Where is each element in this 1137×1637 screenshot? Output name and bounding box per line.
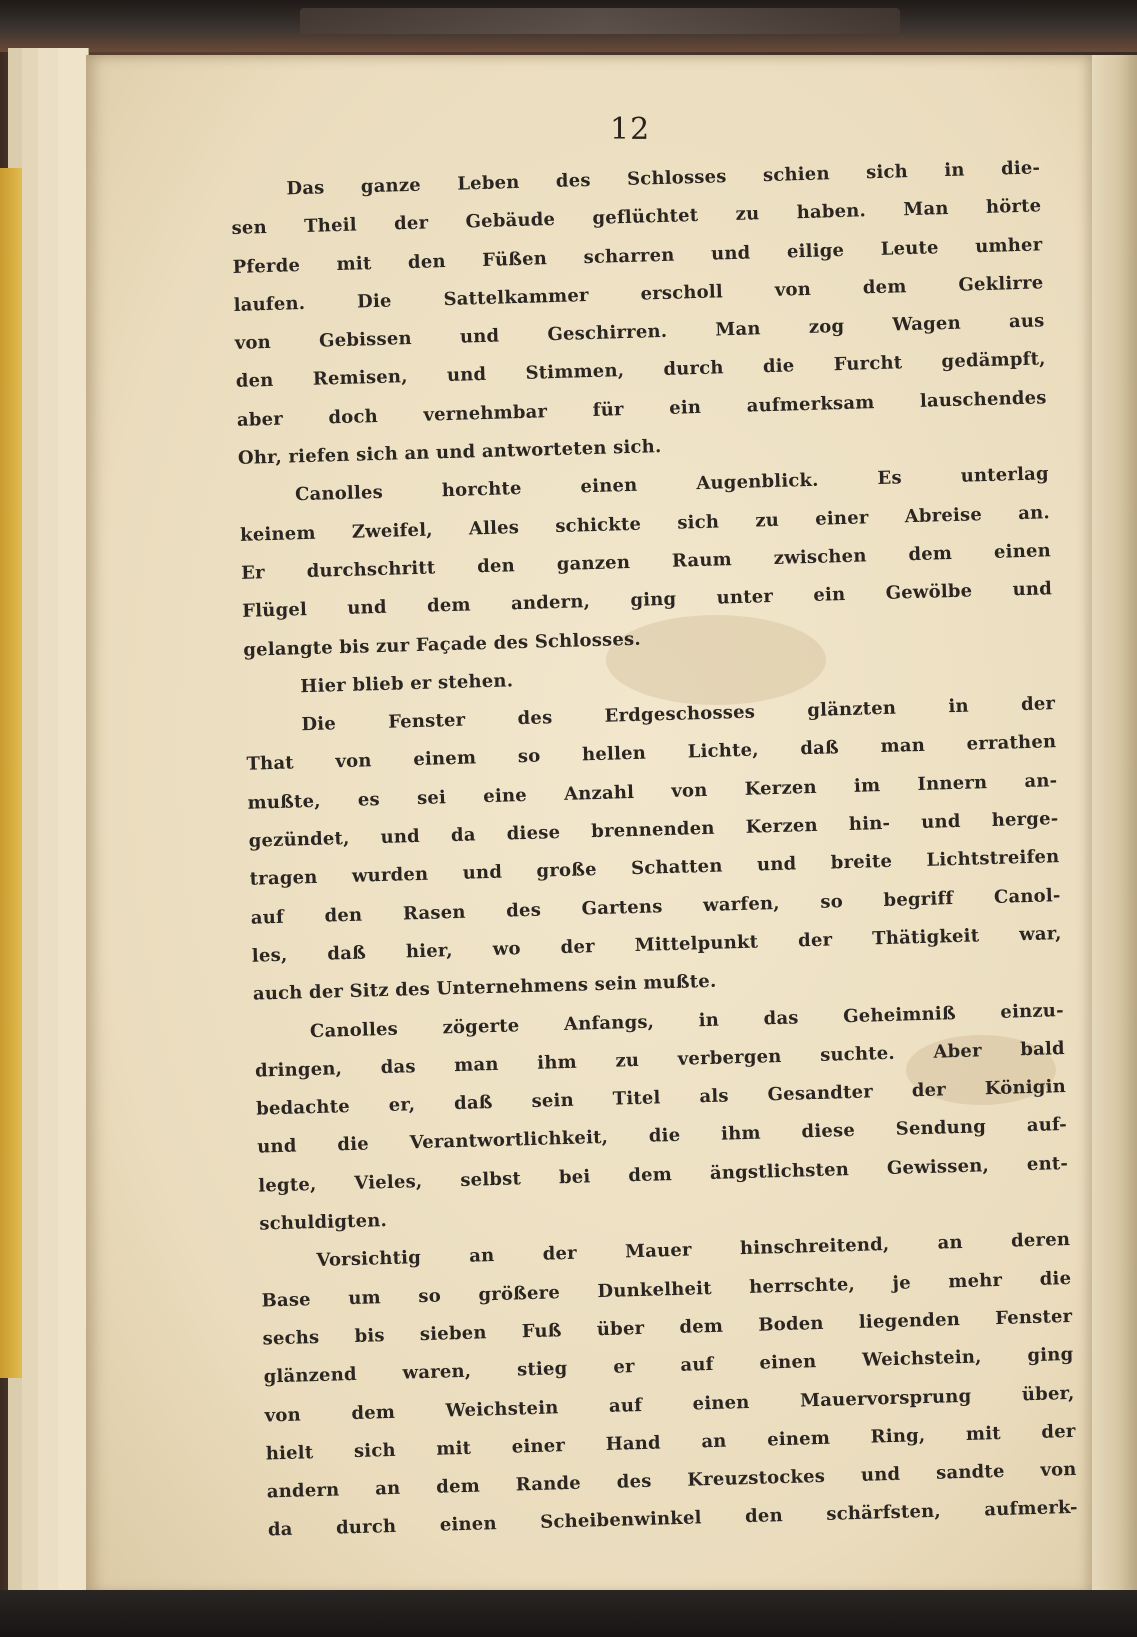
text-line: bedachte er, daß sein Titel als Gesandter der Königin <box>255 1076 1067 1120</box>
text-line: von dem Weichstein auf einen Mauervorsprung über, <box>264 1382 1075 1427</box>
text-line: den Remisen, und Stimmen, durch die Furcht gedämpft, <box>235 348 1046 393</box>
text-line: keinem Zweifel, Alles schickte sich zu einer Abreise an. <box>239 501 1051 546</box>
text-line: Base um so größere Dunkelheit herrschte, je mehr die <box>261 1267 1072 1312</box>
text-line: da durch einen Scheibenwinkel den schärfsten, aufmerk- <box>267 1497 1078 1541</box>
text-line: les, daß hier, wo der Mittelpunkt der Thätigkeit war, <box>251 923 1062 967</box>
text-line: glänzend waren, stieg er auf einen Weichstein, ging <box>263 1344 1074 1388</box>
text-line: tragen wurden und große Schatten und breite Lichtstreifen <box>249 846 1060 891</box>
body-text <box>230 149 1078 1550</box>
page-number: 12 <box>610 112 651 147</box>
text-line: gelangte bis zur Façade des Schlosses. <box>243 628 642 661</box>
top-binding <box>0 0 1137 52</box>
text-line: von Gebissen und Geschirren. Man zog Wagen aus <box>234 310 1045 355</box>
text-line: Das ganze Leben des Schlosses schien sich in die- <box>286 157 1041 200</box>
text-line: legte, Vieles, selbst bei dem ängstlichsten Gewissen, ent- <box>258 1152 1069 1197</box>
text-line: Pferde mit den Füßen scharren und eilige Leute umher <box>232 233 1043 278</box>
text-line: hielt sich mit einer Hand an einem Ring, mit der <box>265 1420 1076 1465</box>
text-line: Canolles horchte einen Augenblick. Es unterlag <box>294 463 1050 506</box>
text-line: Die Fenster des Erdgeschosses glänzten in der <box>301 693 1056 736</box>
text-line: auch der Sitz des Unternehmens sein mußte. <box>252 970 717 1005</box>
text-line: Canolles zögerte Anfangs, in das Geheimniß einzu- <box>309 999 1065 1042</box>
text-line: andern an dem Rande des Kreuzstockes und sandte von <box>266 1458 1077 1503</box>
text-line: gezündet, und da diese brennenden Kerzen hin- und herge- <box>248 808 1059 852</box>
text-line: auf den Rasen des Gartens warfen, so begriff Canol- <box>250 884 1061 929</box>
text-line: Hier blieb er stehen. <box>300 670 514 698</box>
bottom-binding <box>0 1590 1137 1637</box>
text-line: dringen, das man ihm zu verbergen suchte. Aber bald <box>254 1037 1066 1082</box>
text-line: schuldigten. <box>259 1210 388 1235</box>
text-line: Flügel und dem andern, ging unter ein Gewölbe und <box>241 578 1053 623</box>
text-line: That von einem so hellen Lichte, daß man errathen <box>246 731 1057 776</box>
binding-leather <box>300 8 900 34</box>
yellow-bookmark-strip <box>0 168 22 1378</box>
page-edge <box>58 48 89 1597</box>
right-page-edge <box>1092 55 1137 1595</box>
text-line: Er durchschritt den ganzen Raum zwischen dem einen <box>240 540 1052 584</box>
text-line: und die Verantwortlichkeit, die ihm diese Sendung auf- <box>256 1114 1068 1159</box>
text-line: aber doch vernehmbar für ein aufmerksam lauschendes <box>236 387 1047 431</box>
text-line: Vorsichtig an der Mauer hinschreitend, an deren <box>316 1229 1071 1272</box>
text-line: sechs bis sieben Fuß über dem Boden liegenden Fenster <box>262 1305 1073 1350</box>
text-line: laufen. Die Sattelkammer erscholl von dem Geklirre <box>233 272 1044 316</box>
text-line: sen Theil der Gebäude geflüchtet zu haben. Man hörte <box>231 195 1042 240</box>
text-line: mußte, es sei eine Anzahl von Kerzen im Innern an- <box>247 769 1058 814</box>
text-line: Ohr, riefen sich an und antworteten sich. <box>237 436 662 469</box>
